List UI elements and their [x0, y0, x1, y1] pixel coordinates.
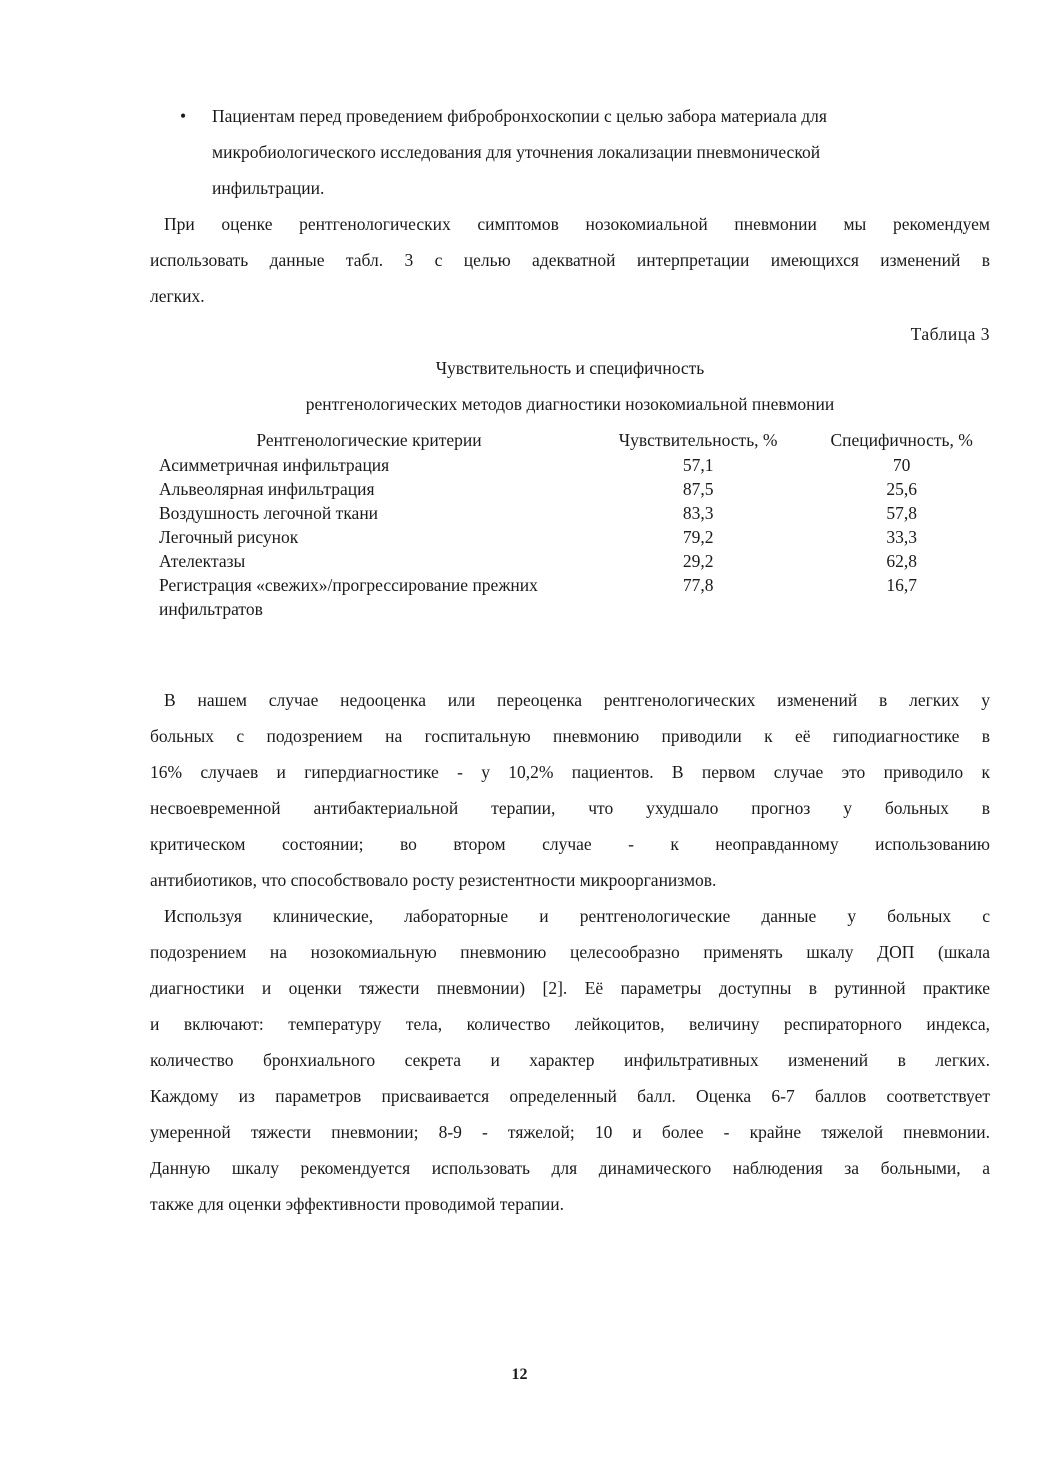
table-caption-line-1: Чувствительность и специфичность — [435, 358, 705, 378]
table-row — [150, 453, 995, 477]
bullet-line — [150, 134, 992, 170]
header-specificity: Специфичность, % — [830, 430, 973, 450]
paragraph-line: критическом состоянии; во втором случае - к неоправданному использованию — [150, 834, 990, 854]
table-row — [150, 525, 995, 549]
cell-sensitivity: 87,5 — [682, 479, 714, 499]
cell-specificity: 62,8 — [886, 551, 917, 571]
bullet-list-item — [150, 98, 992, 206]
page-number: 12 — [511, 1366, 528, 1383]
table-row — [150, 477, 995, 501]
cell-sensitivity: 77,8 — [682, 575, 714, 595]
paragraph-line: несвоевременной антибактериальной терапии, что ухудшало прогноз у больных в — [150, 798, 990, 818]
bullet-text-line-2: микробиологического исследования для уточнения локализации пневмонической — [212, 142, 821, 162]
cell-sensitivity: 83,3 — [682, 503, 714, 523]
table-header-row — [150, 428, 995, 453]
cell-criteria: Воздушность легочной ткани — [159, 503, 379, 523]
cell-specificity: 16,7 — [886, 575, 917, 595]
intro-paragraph — [150, 206, 990, 314]
paragraph-line: В нашем случае недооценка или переоценка рентгенологических изменений в легких у — [164, 690, 990, 710]
bullet-text-line-1: Пациентам перед проведением фибробронхоскопии с целью забора материала для — [212, 106, 827, 126]
header-criteria: Рентгенологические критерии — [256, 430, 482, 450]
paragraph-3 — [150, 898, 990, 1222]
paragraph-line: умеренной тяжести пневмонии; 8-9 - тяжелой; 10 и более - крайне тяжелой пневмонии. — [150, 1122, 990, 1142]
cell-specificity: 70 — [892, 455, 911, 475]
cell-criteria: Ателектазы — [159, 551, 246, 571]
paragraph-line: Данную шкалу рекомендуется использовать для динамического наблюдения за больными, а — [150, 1158, 990, 1178]
bullet-line — [150, 170, 992, 206]
cell-sensitivity: 79,2 — [682, 527, 714, 547]
paragraph-line: использовать данные табл. 3 с целью адекватной интерпретации имеющихся изменений в — [150, 250, 990, 270]
paragraph-line: подозрением на нозокомиальную пневмонию целесообразно применять шкалу ДОП (шкала — [150, 942, 990, 962]
cell-sensitivity: 57,1 — [682, 455, 714, 475]
cell-criteria: Асимметричная инфильтрация — [159, 455, 390, 475]
cell-sensitivity: 29,2 — [682, 551, 714, 571]
paragraph-line: количество бронхиального секрета и характер инфильтративных изменений в легких. — [150, 1050, 990, 1070]
cell-specificity: 25,6 — [886, 479, 917, 499]
paragraph-line: 16% случаев и гипердиагностике - у 10,2% пациентов. В первом случае это приводило к — [150, 762, 990, 782]
table-row — [150, 573, 995, 621]
paragraph-line: диагностики и оценки тяжести пневмонии) [2]. Её параметры доступны в рутинной практике — [150, 978, 990, 998]
data-table — [150, 428, 995, 621]
paragraph-line: Каждому из параметров присваивается определенный балл. Оценка 6-7 баллов соответствует — [150, 1086, 990, 1106]
paragraph-line: антибиотиков, что способствовало росту резистентности микроорганизмов. — [150, 870, 717, 890]
cell-criteria: Альвеолярная инфильтрация — [159, 479, 375, 499]
bullet-line — [150, 98, 992, 134]
paragraph-line: легких. — [150, 286, 205, 306]
paragraph-line: и включают: температуру тела, количество лейкоцитов, величину респираторного индекса, — [150, 1014, 990, 1034]
paragraph-line: больных с подозрением на госпитальную пневмонию приводили к её гиподиагностике в — [150, 726, 990, 746]
cell-specificity: 33,3 — [886, 527, 917, 547]
paragraph-2 — [150, 682, 990, 898]
cell-specificity: 57,8 — [886, 503, 917, 523]
table-row — [150, 549, 995, 573]
cell-criteria: Легочный рисунок — [159, 527, 299, 547]
table-row — [150, 501, 995, 525]
cell-criteria: Регистрация «свежих»/прогрессирование прежних инфильтратов — [159, 575, 538, 619]
bullet-symbol: • — [180, 106, 187, 126]
table-caption-line-2: рентгенологических методов диагностики нозокомиальной пневмонии — [305, 394, 835, 414]
header-sensitivity: Чувствительность, % — [618, 430, 778, 450]
paragraph-line: При оценке рентгенологических симптомов нозокомиальной пневмонии мы рекомендуем — [164, 214, 990, 234]
paragraph-line: также для оценки эффективности проводимой терапии. — [150, 1194, 564, 1214]
table-label: Таблица 3 — [910, 324, 990, 344]
paragraph-line: Используя клинические, лабораторные и рентгенологические данные у больных с — [164, 906, 990, 926]
bullet-text-line-3: инфильтрации. — [212, 178, 325, 198]
